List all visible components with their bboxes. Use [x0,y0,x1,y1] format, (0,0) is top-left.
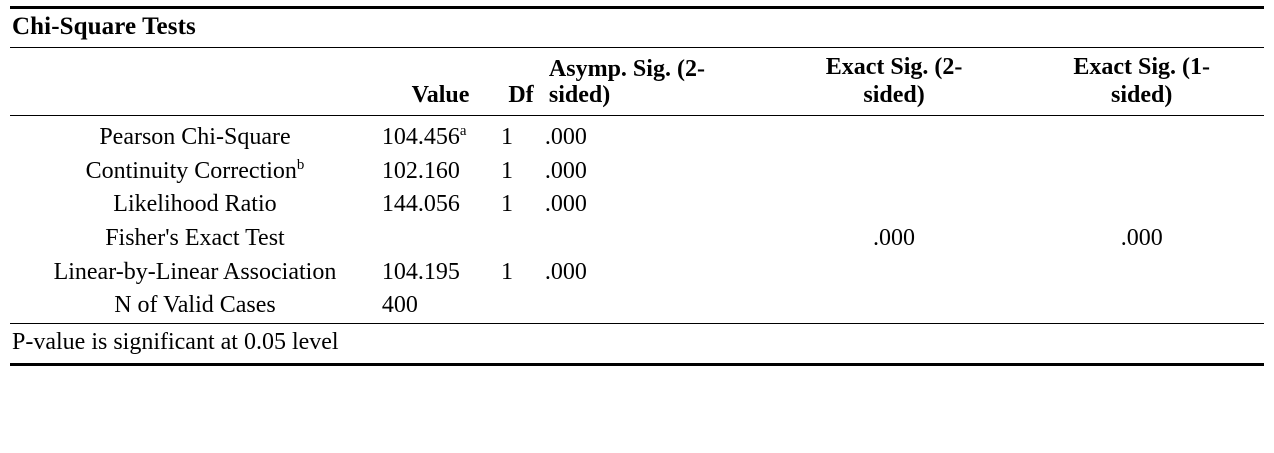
table-row [10,256,1264,290]
header-exact1-line-1: Exact Sig. (1- [1073,54,1211,80]
chi-square-table-container [10,0,1264,366]
row-label-text: N of Valid Cases [114,292,276,319]
header-asymp-line-1: Asymp. Sig. (2- [548,56,705,83]
row-label [10,155,380,189]
row-label [10,256,380,290]
row-label-text: Pearson Chi-Square [99,124,291,151]
row-value [380,289,499,323]
row-df [499,222,543,256]
header-exact-sig-2-sided [769,48,1020,116]
table-footnote: P-value is significant at 0.05 level [10,323,1264,364]
table-header-row [10,48,1264,116]
header-row-label [10,48,380,116]
row-value [380,222,499,256]
table-row [10,188,1264,222]
row-df: 1 [501,191,514,218]
row-asymp-sig: .000 [544,157,587,184]
table-row [10,222,1264,256]
row-value-text: 400 [381,292,418,319]
row-value-text: 104.195 [381,258,460,285]
row-value-text: 144.056 [381,191,460,218]
row-asymp-sig [543,289,769,323]
row-df: 1 [501,258,514,285]
chi-square-tests-table [10,6,1264,366]
row-label [10,116,380,155]
row-exact-sig-1 [1019,289,1264,323]
header-asymp-line-2: sided) [548,82,611,109]
row-value [380,155,499,189]
row-exact-sig-1 [1019,116,1264,155]
table-title-row [10,8,1264,48]
table-footnote-row [10,323,1264,364]
row-exact-sig-1 [1019,256,1264,290]
table-row [10,116,1264,155]
table-row [10,155,1264,189]
row-exact-sig-2 [769,289,1020,323]
table-title: Chi-Square Tests [10,8,1264,48]
row-exact-sig-2 [769,155,1020,189]
header-exact1-line-2: sided) [1111,81,1173,108]
row-value-superscript: a [459,123,467,140]
header-value: Value [380,48,499,116]
row-value-text: 102.160 [381,157,460,184]
row-asymp-sig: .000 [544,191,587,218]
row-label-text: Fisher's Exact Test [105,224,285,251]
row-label-text: Likelihood Ratio [113,191,277,218]
header-exact-sig-1-sided [1019,48,1264,116]
header-asymp-sig-2-sided [543,48,769,116]
row-exact-sig-2: .000 [873,224,916,251]
row-exact-sig-2 [769,188,1020,222]
header-exact2-line-2: sided) [863,81,925,108]
row-asymp-sig: .000 [544,258,587,285]
table-row [10,289,1264,323]
header-df: Df [499,48,543,116]
row-value [380,116,499,155]
row-label [10,188,380,222]
row-label-superscript: b [296,156,305,173]
row-exact-sig-1: .000 [1120,224,1163,251]
row-value [380,188,499,222]
row-label-text: Continuity Correction [85,157,297,184]
row-exact-sig-1 [1019,155,1264,189]
row-asymp-sig [543,222,769,256]
row-label [10,289,380,323]
row-asymp-sig: .000 [544,124,587,151]
row-exact-sig-2 [769,116,1020,155]
row-value [380,256,499,290]
row-label [10,222,380,256]
row-df: 1 [501,157,514,184]
row-value-text: 104.456 [381,124,460,151]
row-exact-sig-2 [769,256,1020,290]
header-exact2-line-1: Exact Sig. (2- [825,54,963,80]
row-df: 1 [501,124,514,151]
row-df [499,289,543,323]
row-label-text: Linear-by-Linear Association [53,258,337,285]
row-exact-sig-1 [1019,188,1264,222]
